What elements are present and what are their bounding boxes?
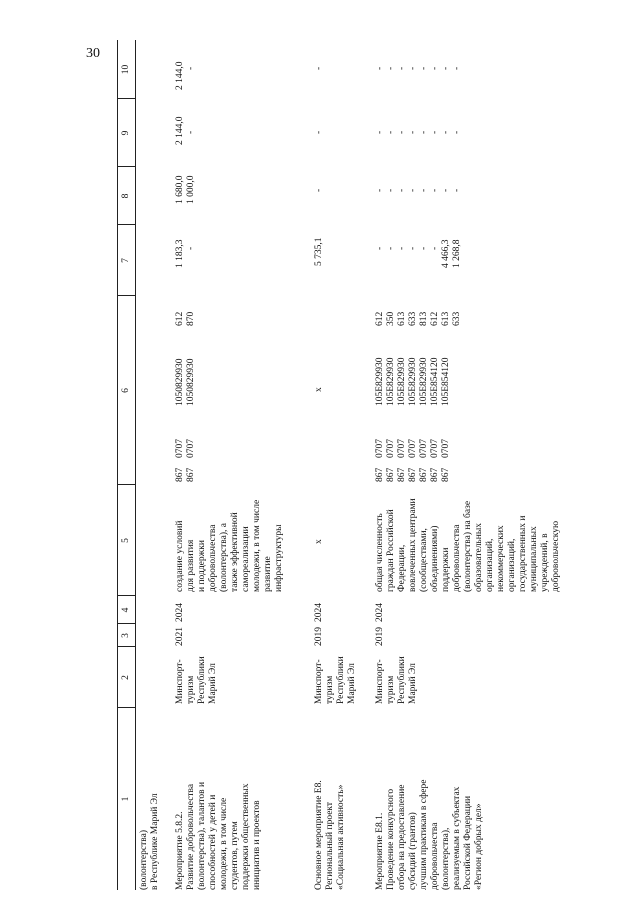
- row2-col10: -: [314, 66, 324, 70]
- column-header-10: 10: [121, 64, 131, 75]
- header-bottom-line: [135, 40, 136, 890]
- column-header-1: 1: [121, 796, 131, 802]
- rotated-table: 1 2 3 4 5 6 7 8 9 10 (волонтерства) в Республике Марий Эл Мероприятие 5.8.2. Развитие добровольчества (волонтерства), талантов и способностей у детей и молодежи, в том числе студентов, путем поддержки общественных инициатив и проектов Минспорт- туризм Республики Марий Эл 2021 2024 создание условий для развития и поддержки добровольчества (волонтерства), а также эффективной самореализации молодежи, в том числе развитие инфраструктуры 867 867 0707 0707 1050829930 1050829930 612 870 1 183,3 - 1 680,0 1 000,0 2 144,0 - 2 144,0 - Основное мероприятие Е8. Региональный проект «Социальная активность» Минспорт- туризм Республики Марий Эл 2019 2024 x x 5 735,1 - - - Мероприятие Е8.1. Проведение конкурсного отбора на предоставление субсидий (грантов) лучшим практикам в сфере добровольчества (волонтерства), реализуемым в субъектах Российской Федерации «Регион добрых дел» Минспорт- туризм Республики Марий Эл 2019 2024 общая численность граждан Российской Федерации, вовлеченных центрами (сообществами, объединениями) поддержки добровольчества (волонтерства) на базе образовательных организаций, некоммерческих организаций, государственных и муниципальных учреждений, в добровольческую 867 867 867 867 867 867 867 0707 0707 0707 0707 0707 0707 0707 105E829930 105E829930 105E829930 105E829930 105E829930 105E854120 105E854120 612 350 613 633 813 612 613 633 - - - - - - 4 466,3 1 268,8 - - - - - - - - - - - - - - - - - - - - - - - -: [117, 40, 617, 890]
- column-header-3: 3: [121, 633, 131, 638]
- column-header-7: 7: [121, 258, 131, 263]
- column-header-2: 2: [121, 675, 131, 680]
- column-header-5: 5: [121, 538, 131, 543]
- row3-col3: 2019: [375, 627, 385, 646]
- row2-col7: 5 735,1: [314, 237, 324, 266]
- row1-col3: 2021: [175, 627, 185, 646]
- row1-col4: 2024: [175, 603, 185, 622]
- row2-col6: x: [314, 387, 324, 392]
- row2-col9: -: [314, 130, 324, 134]
- header-top-line: [117, 40, 118, 890]
- row2-col3: 2019: [314, 627, 324, 646]
- row2-col4: 2024: [314, 603, 324, 622]
- column-header-4: 4: [121, 607, 131, 613]
- row2-col5: x: [314, 539, 324, 544]
- page-number: 30: [86, 46, 100, 61]
- column-header-9: 9: [121, 130, 131, 136]
- row3-col4: 2024: [375, 603, 385, 622]
- column-header-8: 8: [121, 193, 131, 199]
- row2-col8: -: [314, 188, 324, 192]
- column-header-6: 6: [121, 388, 131, 393]
